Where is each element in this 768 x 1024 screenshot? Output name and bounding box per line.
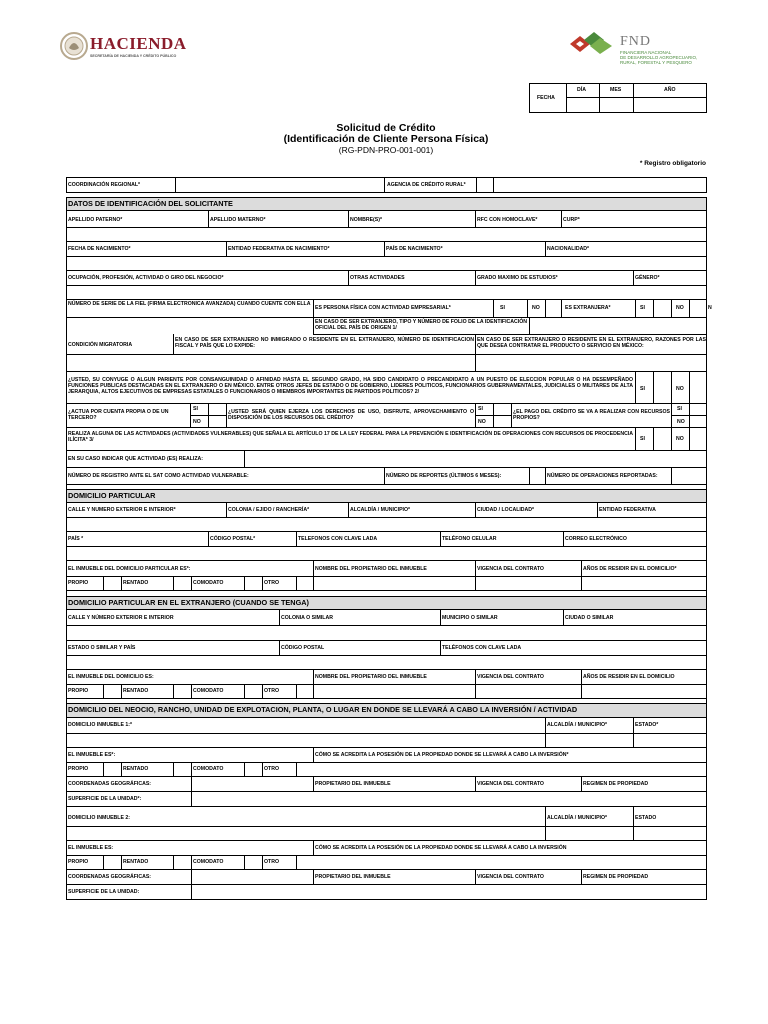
ext-estado-input[interactable] — [68, 657, 704, 668]
form-subtitle: (Identificación de Cliente Persona Física) — [283, 133, 489, 145]
inm1-otro-option[interactable]: OTRO — [264, 766, 279, 772]
dom-propietario-label: NOMBRE DEL PROPIETARIO DEL INMUEBLE — [315, 566, 427, 572]
fnd-logo-sub-1: FINANCIERA NACIONAL — [620, 50, 672, 55]
dom-pais-input[interactable] — [68, 548, 704, 559]
pep-no[interactable]: NO — [676, 386, 684, 392]
propietario-2-label: PROPIETARIO DEL INMUEBLE — [315, 874, 391, 880]
inm1-rentado-option[interactable]: RENTADO — [123, 766, 149, 772]
extranjero-razones-label: EN CASO DE SER EXTRANJERO O RESIDENTE EN EL EXTRANJERO, RAZONES POR LAS QUE DESEA CONTRATAR EL PRODUCTO O SERVICIO EN MÉXICO: — [477, 337, 706, 349]
dom-alcaldia-label: ALCALDÍA / MUNICIPIO* — [350, 507, 411, 513]
domicilio-2-input[interactable] — [68, 828, 543, 839]
ext-inmueble-es-label: EL INMUEBLE DEL DOMICILIO ES: — [68, 674, 154, 680]
dom-inmueble-es-label: EL INMUEBLE DEL DOMICILIO PARTICULAR ES*: — [68, 566, 191, 572]
apellido-paterno-label: APELLIDO PATERNO* — [68, 217, 123, 223]
vulnerables-si[interactable]: SI — [640, 436, 645, 442]
day-label: DÍA — [577, 87, 586, 93]
apellido-materno-label: APELLIDO MATERNO* — [210, 217, 266, 223]
alcaldia-2-label: ALCALDÍA / MUNICIPIO* — [547, 815, 608, 821]
condicion-migratoria-label: CONDICIÓN MIGRATORIA — [68, 342, 133, 348]
date-label: FECHA — [537, 95, 555, 101]
ext-calle-label: CALLE Y NÚMERO EXTERIOR E INTERIOR — [68, 615, 174, 621]
dom-telefonos-label: TELEFONOS CON CLAVE LADA — [298, 536, 378, 542]
month-input[interactable] — [601, 99, 632, 111]
inm2-otro-option[interactable]: OTRO — [264, 859, 279, 865]
ext-propietario-label: NOMBRE DEL PROPIETARIO DEL INMUEBLE — [315, 674, 427, 680]
extranjera-no[interactable]: NO — [676, 305, 684, 311]
domicilio-1-label: DOMICILIO INMUEBLE 1:* — [68, 722, 132, 728]
dom-anios-label: AÑOS DE RESIDIR EN EL DOMICILIO* — [583, 566, 677, 572]
ext-estado-pais-label: ESTADO O SIMILAR Y PAÍS — [68, 645, 136, 651]
dom-calle-label: CALLE Y NUMERO EXTERIOR E INTERIOR* — [68, 507, 176, 513]
grado-estudios-label: GRADO MAXIMO DE ESTUDIOS* — [477, 275, 558, 281]
apellidos-nombre-input[interactable] — [68, 229, 704, 240]
otras-actividades-label: OTRAS ACTIVIDADES — [350, 275, 405, 281]
ext-rentado-option[interactable]: RENTADO — [123, 688, 149, 694]
inmueble-es-2-label: EL INMUEBLE ES: — [68, 845, 114, 851]
nacimiento-input[interactable] — [68, 258, 704, 269]
extranjera-trailing-n: N — [708, 305, 712, 311]
inm2-rentado-option[interactable]: RENTADO — [123, 859, 149, 865]
ext-otro-option[interactable]: OTRO — [264, 688, 279, 694]
ext-colonia-label: COLONIA O SIMILAR — [281, 615, 333, 621]
dom-celular-label: TELÉFONO CELULAR — [442, 536, 497, 542]
quien-ejerza-no[interactable]: NO — [478, 419, 486, 425]
quien-ejerza-si[interactable]: SI — [478, 406, 483, 412]
inmueble-es-1-label: EL INMUEBLE ES*: — [68, 752, 116, 758]
ext-comodato-option[interactable]: COMODATO — [193, 688, 224, 694]
pf-empresarial-no[interactable]: NO — [532, 305, 540, 311]
acredita-1-label: CÓMO SE ACREDITA LA POSESIÓN DE LA PROPIEDAD DONDE SE LLEVARÁ A CABO LA INVERSIÓN* — [315, 752, 569, 758]
dom-comodato-option[interactable]: COMODATO — [193, 580, 224, 586]
agencia-input[interactable] — [495, 179, 705, 191]
superficie-2-label: SUPERFICIE DE LA UNIDAD: — [68, 889, 140, 895]
nombres-label: NOMBRE(S)* — [350, 217, 382, 223]
fiel-input[interactable] — [68, 320, 311, 332]
section-domicilio-title: DOMICILIO PARTICULAR — [68, 491, 156, 500]
agencia-label: AGENCIA DE CRÉDITO RURAL* — [387, 182, 466, 188]
es-extranjera-label: ES EXTRANJERA* — [565, 305, 611, 311]
nacionalidad-label: NACIONALIDAD* — [547, 246, 590, 252]
ext-municipio-label: MUNICIPIO O SIMILAR — [442, 615, 498, 621]
dom-rentado-option[interactable]: RENTADO — [123, 580, 149, 586]
ext-anios-label: AÑOS DE RESIDIR EN EL DOMICILIO — [583, 674, 675, 680]
cuenta-propia-label: ¿ACTUA POR CUENTA PROPIA O DE UN TERCERO? — [68, 409, 169, 421]
hacienda-logo-text: HACIENDA — [90, 34, 187, 53]
ocupacion-input[interactable] — [68, 287, 704, 298]
pep-si[interactable]: SI — [640, 386, 645, 392]
hacienda-logo — [60, 30, 187, 66]
dom-propio-option[interactable]: PROPIO — [68, 580, 89, 586]
num-operaciones-label: NÚMERO DE OPERACIONES REPORTADAS: — [547, 473, 658, 479]
fnd-emblem-icon — [568, 30, 614, 58]
year-input[interactable] — [635, 99, 705, 111]
ext-telefonos-label: TELÉFONOS CON CLAVE LADA — [442, 645, 522, 651]
required-note: * Registro obligatorio — [639, 160, 706, 167]
curp-label: CURP* — [563, 217, 580, 223]
coordenadas-2-label: COORDENADAS GEOGRÁFICAS: — [68, 874, 152, 880]
pf-actividad-empresarial-label: ES PERSONA FÍSICA CON ACTIVIDAD EMPRESARIAL* — [315, 305, 451, 311]
pago-recursos-no[interactable]: NO — [677, 419, 685, 425]
dom-pais-label: PAÍS * — [68, 536, 84, 542]
section-extranjero-title: DOMICILIO PARTICULAR EN EL EXTRANJERO (CUANDO SE TENGA) — [68, 598, 309, 607]
section-negocio-title: DOMICILIO DEL NEOCIO, RANCHO, UNIDAD DE EXPLOTACION, PLANTA, O LUGAR EN DONDE SE LLEVARÁ A CABO LA INVERSIÓN / ACTIVIDAD — [68, 705, 578, 714]
ext-propio-option[interactable]: PROPIO — [68, 688, 89, 694]
month-label: MES — [610, 87, 622, 93]
estado-2-label: ESTADO — [635, 815, 657, 821]
section-identificacion-title: DATOS DE IDENTIFICACIÓN DEL SOLICITANTE — [68, 199, 233, 208]
inm1-comodato-option[interactable]: COMODATO — [193, 766, 224, 772]
regimen-1-label: REGIMEN DE PROPIEDAD — [583, 781, 649, 787]
dom-ciudad-label: CIUDAD / LOCALIDAD* — [477, 507, 535, 513]
estado-1-label: ESTADO* — [635, 722, 659, 728]
cuenta-propia-si[interactable]: SI — [193, 406, 198, 412]
dom-cp-label: CÓDIGO POSTAL* — [210, 536, 256, 542]
ext-ciudad-label: CIUDAD O SIMILAR — [565, 615, 614, 621]
year-label: AÑO — [664, 87, 676, 93]
indicar-actividad-label: EN SU CASO INDICAR QUE ACTIVIDAD (ES) REALIZA: — [68, 456, 203, 462]
ocupacion-label: OCUPACIÓN, PROFESIÓN, ACTIVIDAD O GIRO DEL NEGOCIO* — [68, 275, 224, 281]
pago-recursos-label: ¿EL PAGO DEL CRÉDITO SE VA A REALIZAR CON RECURSOS PROPIOS? — [513, 409, 670, 421]
acredita-2-label: CÓMO SE ACREDITA LA POSESIÓN DE LA PROPIEDAD DONDE SE LLEVARÁ A CABO LA INVERSIÓN — [315, 845, 567, 851]
entidad-nacimiento-label: ENTIDAD FEDERATIVA DE NACIMIENTO* — [228, 246, 330, 252]
fnd-logo-sub-3: RURAL, FORESTAL Y PESQUERO — [620, 60, 692, 65]
superficie-1-label: SUPERFICIE DE LA UNIDAD*: — [68, 796, 142, 802]
domicilio-1-input[interactable] — [68, 735, 543, 746]
num-reportes-label: NÚMERO DE REPORTES (ÚLTIMOS 6 MESES): — [386, 473, 502, 479]
inm2-comodato-option[interactable]: COMODATO — [193, 859, 224, 865]
fecha-nacimiento-label: FECHA DE NACIMIENTO* — [68, 246, 131, 252]
extranjero-no-inmigrado-label: EN CASO DE SER EXTRANJERO NO INMIGRADO O RESIDENTE EN EL EXTRANJERO, NÚMERO DE IDENTIFICACION FISCAL Y PAÍS QUE LO EXPIDE: — [175, 337, 474, 349]
fnd-logo-sub-2: DE DESARROLLO AGROPECUARIO, — [620, 55, 698, 60]
actividades-vulnerables-label: REALIZA ALGUNA DE LAS ACTIVIDADES (ACTIVIDADES VULNERABLES) QUE SEÑALA EL ARTÍCULO 17 DE LA LEY FEDERAL PARA LA PREVENCIÓN E IDENTIFICACIÓN DE OPERACIONES CON RECURSOS DE PROCEDENCIA ILÍCITA* 3/ — [68, 431, 633, 443]
registro-sat-label: NÚMERO DE REGISTRO ANTE EL SAT COMO ACTIVIDAD VULNERABLE: — [68, 473, 249, 479]
form-code: (RG-PDN-PRO-001-001) — [338, 145, 434, 155]
dom-correo-label: CORREO ELECTRÓNICO — [565, 536, 627, 542]
coordinacion-label: COORDINACIÓN REGIONAL* — [68, 182, 141, 188]
fnd-logo-text: FND — [620, 34, 652, 49]
ext-calle-input[interactable] — [68, 627, 704, 639]
vigencia-1-label: VIGENCIA DEL CONTRATO — [477, 781, 544, 787]
vulnerables-no[interactable]: NO — [676, 436, 684, 442]
pep-question-label: ¿USTED, SU CONYUGE O ALGUN PARIENTE POR CONSANGUINIDAD O AFINIDAD HASTA EL SEGUNDO GRADO, HA SIDO CANDIDATO O PRECANDIDATO A UN PUESTO DE ELECCION POPULAR O HA DESEMPEÑADO FUNCIONES PUBLICAS DESTACADAS EN EL EXTRANJERO O EN MÉXICO. ENTRE OTROS JEFES DE ESTADO O DE GOBIERNO, LIDERES POLITICOS, FUNCIONARIOS GUBERNAMENTALES, JUDICIALES O MILITARES DE ALTA JERARQUIA, ALTOS EJECUTIVOS DE EMPRESAS ESTATALES O FUNCIONARIOS O MIEMBROS IMPORTANTES DE PARTIDOS POLITICOS? 2/ — [68, 377, 633, 395]
alcaldia-1-label: ALCALDÍA / MUNICIPIO* — [547, 722, 608, 728]
fnd-logo — [568, 28, 713, 68]
propietario-1-label: PROPIETARIO DEL INMUEBLE — [315, 781, 391, 787]
ext-vigencia-label: VIGENCIA DEL CONTRATO — [477, 674, 544, 680]
form-title: Solicitud de Crédito — [336, 122, 436, 134]
inm2-propio-option[interactable]: PROPIO — [68, 859, 89, 865]
vigencia-2-label: VIGENCIA DEL CONTRATO — [477, 874, 544, 880]
dom-calle-input[interactable] — [68, 519, 704, 530]
regimen-2-label: REGIMEN DE PROPIEDAD — [583, 874, 649, 880]
domicilio-2-label: DOMICILIO INMUEBLE 2: — [68, 815, 130, 821]
extranjero-folio-label: EN CASO DE SER EXTRANJERO, TIPO Y NÚMERO DE FOLIO DE LA IDENTIFICACIÓN OFICIAL DEL PAÍS DE ORIGEN 1/ — [315, 319, 527, 331]
cuenta-propia-no[interactable]: NO — [193, 419, 201, 425]
fiel-label: NÚMERO DE SERIE DE LA FIEL (FIRMA ELECTRONICA AVANZADA) CUANDO CUENTE CON ELLA — [68, 301, 311, 307]
dom-otro-option[interactable]: OTRO — [264, 580, 279, 586]
dom-entidad-label: ENTIDAD FEDERATIVA — [599, 507, 656, 513]
day-input[interactable] — [568, 99, 598, 111]
hacienda-seal-icon — [60, 30, 88, 62]
quien-ejerza-label: ¿USTED SERÁ QUIEN EJERZA LOS DERECHOS DE USO, DISFRUTE, APROVECHAMIENTO O DISPOSICIÓN DE LOS RECURSOS DEL CRÉDITO? — [228, 409, 474, 421]
dom-vigencia-label: VIGENCIA DEL CONTRATO — [477, 566, 544, 572]
rfc-label: RFC CON HOMOCLAVE* — [477, 217, 538, 223]
hacienda-logo-subtitle: SECRETARÍA DE HACIENDA Y CRÉDITO PÚBLICO — [90, 54, 177, 58]
pf-empresarial-si[interactable]: SI — [500, 305, 505, 311]
inm1-propio-option[interactable]: PROPIO — [68, 766, 89, 772]
extranjera-si[interactable]: SI — [640, 305, 645, 311]
migratoria-input[interactable] — [68, 356, 704, 369]
genero-label: GÉNERO* — [635, 275, 660, 281]
coordinacion-input[interactable] — [177, 179, 382, 191]
dom-colonia-label: COLONIA / EJIDO / RANCHERÍA* — [228, 507, 310, 513]
ext-cp-label: CÓDIGO POSTAL — [281, 645, 325, 651]
indicar-actividad-input[interactable] — [246, 452, 704, 465]
coordenadas-1-label: COORDENADAS GEOGRÁFICAS: — [68, 781, 152, 787]
pago-recursos-si[interactable]: SI — [677, 406, 682, 412]
pais-nacimiento-label: PAÍS DE NACIMIENTO* — [386, 246, 443, 252]
